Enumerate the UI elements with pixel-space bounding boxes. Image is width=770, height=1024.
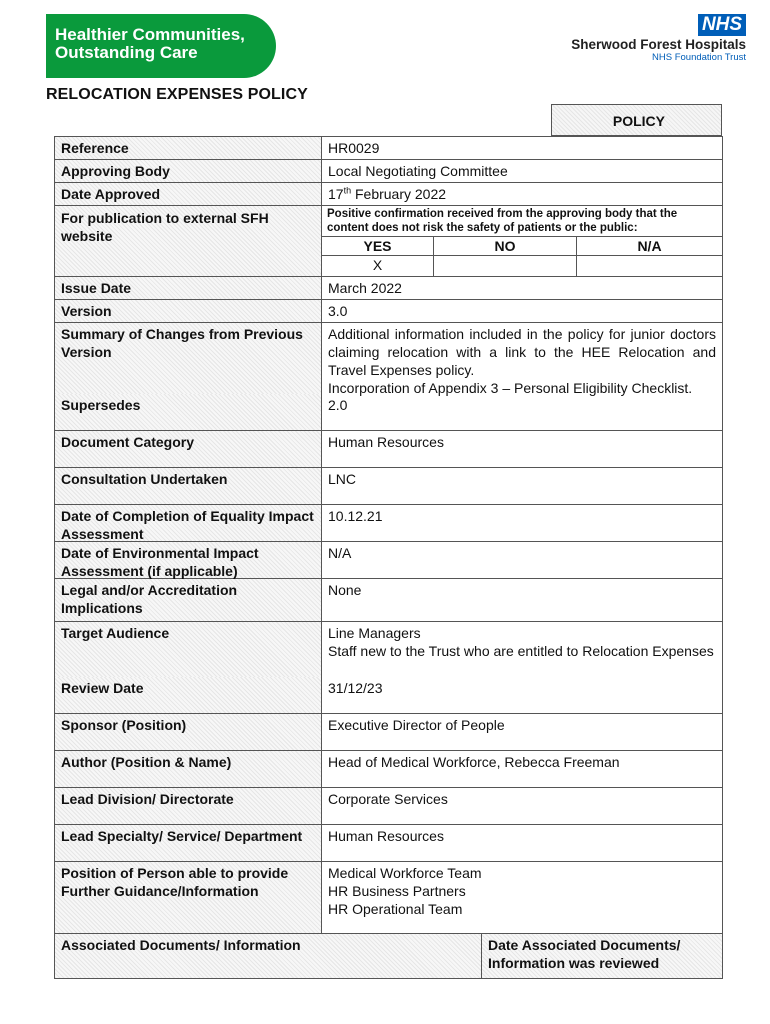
row-value: HR0029 <box>328 140 380 156</box>
row-label: Date of Environmental Impact Assessment (if applicable) <box>55 542 322 578</box>
row-value: Local Negotiating Committee <box>328 163 508 179</box>
audience-text-2: Staff new to the Trust who are entitled to Relocation Expenses <box>328 643 714 659</box>
na-header: N/A <box>637 238 662 254</box>
policy-label-box <box>551 104 722 136</box>
yes-no-na-marks <box>322 255 722 276</box>
table-row <box>55 467 722 504</box>
table-row <box>55 322 722 394</box>
row-value <box>322 183 722 205</box>
trust-name: Sherwood Forest Hospitals <box>571 37 746 52</box>
guidance-text-2: HR Business Partners <box>328 883 466 899</box>
table-row <box>55 933 722 978</box>
trust-slogan-banner <box>46 14 276 78</box>
table-row <box>55 504 722 541</box>
no-mark <box>434 256 577 276</box>
row-value: 10.12.21 <box>328 508 383 524</box>
table-row <box>55 621 722 677</box>
table-row <box>55 750 722 787</box>
audience-text-1: Line Managers <box>328 625 421 641</box>
table-row <box>55 205 722 276</box>
table-row <box>55 541 722 578</box>
row-value: March 2022 <box>328 280 402 296</box>
row-label: Author (Position & Name) <box>55 751 322 787</box>
row-label: Date of Completion of Equality Impact Assessment <box>55 505 322 541</box>
yes-mark: X <box>322 256 434 276</box>
row-value: Executive Director of People <box>328 717 505 733</box>
table-row <box>55 276 722 299</box>
row-value: 31/12/23 <box>328 680 383 696</box>
row-label: Document Category <box>55 431 322 467</box>
row-value: Head of Medical Workforce, Rebecca Freeman <box>328 754 620 770</box>
associated-review-label: Date Associated Documents/ Information was reviewed <box>482 934 722 978</box>
row-label: Review Date <box>55 677 322 713</box>
row-label: Sponsor (Position) <box>55 714 322 750</box>
row-value <box>322 862 722 933</box>
row-label: Legal and/or Accreditation Implications <box>55 579 322 621</box>
table-row <box>55 578 722 621</box>
row-label: Lead Specialty/ Service/ Department <box>55 825 322 861</box>
row-value: 2.0 <box>328 397 348 413</box>
row-value: LNC <box>328 471 357 487</box>
row-label: Target Audience <box>55 622 322 677</box>
row-label: Reference <box>55 137 322 159</box>
guidance-text-1: Medical Workforce Team <box>328 865 482 881</box>
date-suffix: th <box>343 185 352 196</box>
slogan-line-2: Outstanding Care <box>55 43 198 62</box>
yes-no-na-headers <box>322 236 722 255</box>
yes-header: YES <box>322 237 434 255</box>
table-row <box>55 677 722 713</box>
summary-text-2: Incorporation of Appendix 3 – Personal Eligibility Checklist. <box>328 380 693 396</box>
policy-label: POLICY <box>612 113 665 129</box>
row-label: Summary of Changes from Previous Version <box>55 323 322 394</box>
row-value: Human Resources <box>328 434 444 450</box>
table-row <box>55 394 722 430</box>
date-day: 17 <box>328 186 344 202</box>
row-label: Consultation Undertaken <box>55 468 322 504</box>
slogan-line-1: Healthier Communities, <box>55 25 245 44</box>
row-label: Position of Person able to provide Further Guidance/Information <box>55 862 322 933</box>
table-row <box>55 787 722 824</box>
table-row <box>55 430 722 467</box>
row-label: Lead Division/ Directorate <box>55 788 322 824</box>
na-mark <box>577 256 722 276</box>
nhs-logo: NHS <box>698 14 746 36</box>
summary-text-1: Additional information included in the policy for junior doctors claiming relocation with a link to the HEE Relocation and Travel Expenses policy. <box>328 326 716 378</box>
row-label: Version <box>55 300 322 322</box>
row-value: Corporate Services <box>328 791 448 807</box>
publication-note: Positive confirmation received from the approving body that the content does not risk the safety of patients or the public: <box>327 208 678 234</box>
associated-documents-label: Associated Documents/ Information <box>55 934 482 978</box>
table-row <box>55 159 722 182</box>
table-row <box>55 182 722 205</box>
table-row <box>55 137 722 159</box>
table-row <box>55 861 722 933</box>
publication-cell <box>322 206 722 276</box>
guidance-text-3: HR Operational Team <box>328 901 463 917</box>
date-rest: February 2022 <box>351 186 447 202</box>
policy-details-table <box>54 136 723 979</box>
row-value: N/A <box>328 545 352 561</box>
no-header: NO <box>434 237 577 255</box>
row-label: For publication to external SFH website <box>55 206 322 276</box>
row-value: 3.0 <box>328 303 348 319</box>
row-label: Issue Date <box>55 277 322 299</box>
row-value <box>322 622 722 677</box>
row-label: Date Approved <box>55 183 322 205</box>
document-title: RELOCATION EXPENSES POLICY <box>46 86 308 103</box>
row-value: Human Resources <box>328 828 444 844</box>
table-row <box>55 299 722 322</box>
table-row <box>55 824 722 861</box>
row-label: Approving Body <box>55 160 322 182</box>
table-row <box>55 713 722 750</box>
row-label: Supersedes <box>55 394 322 430</box>
row-value <box>322 323 722 394</box>
trust-subtitle: NHS Foundation Trust <box>652 52 746 63</box>
row-value: None <box>328 582 362 598</box>
